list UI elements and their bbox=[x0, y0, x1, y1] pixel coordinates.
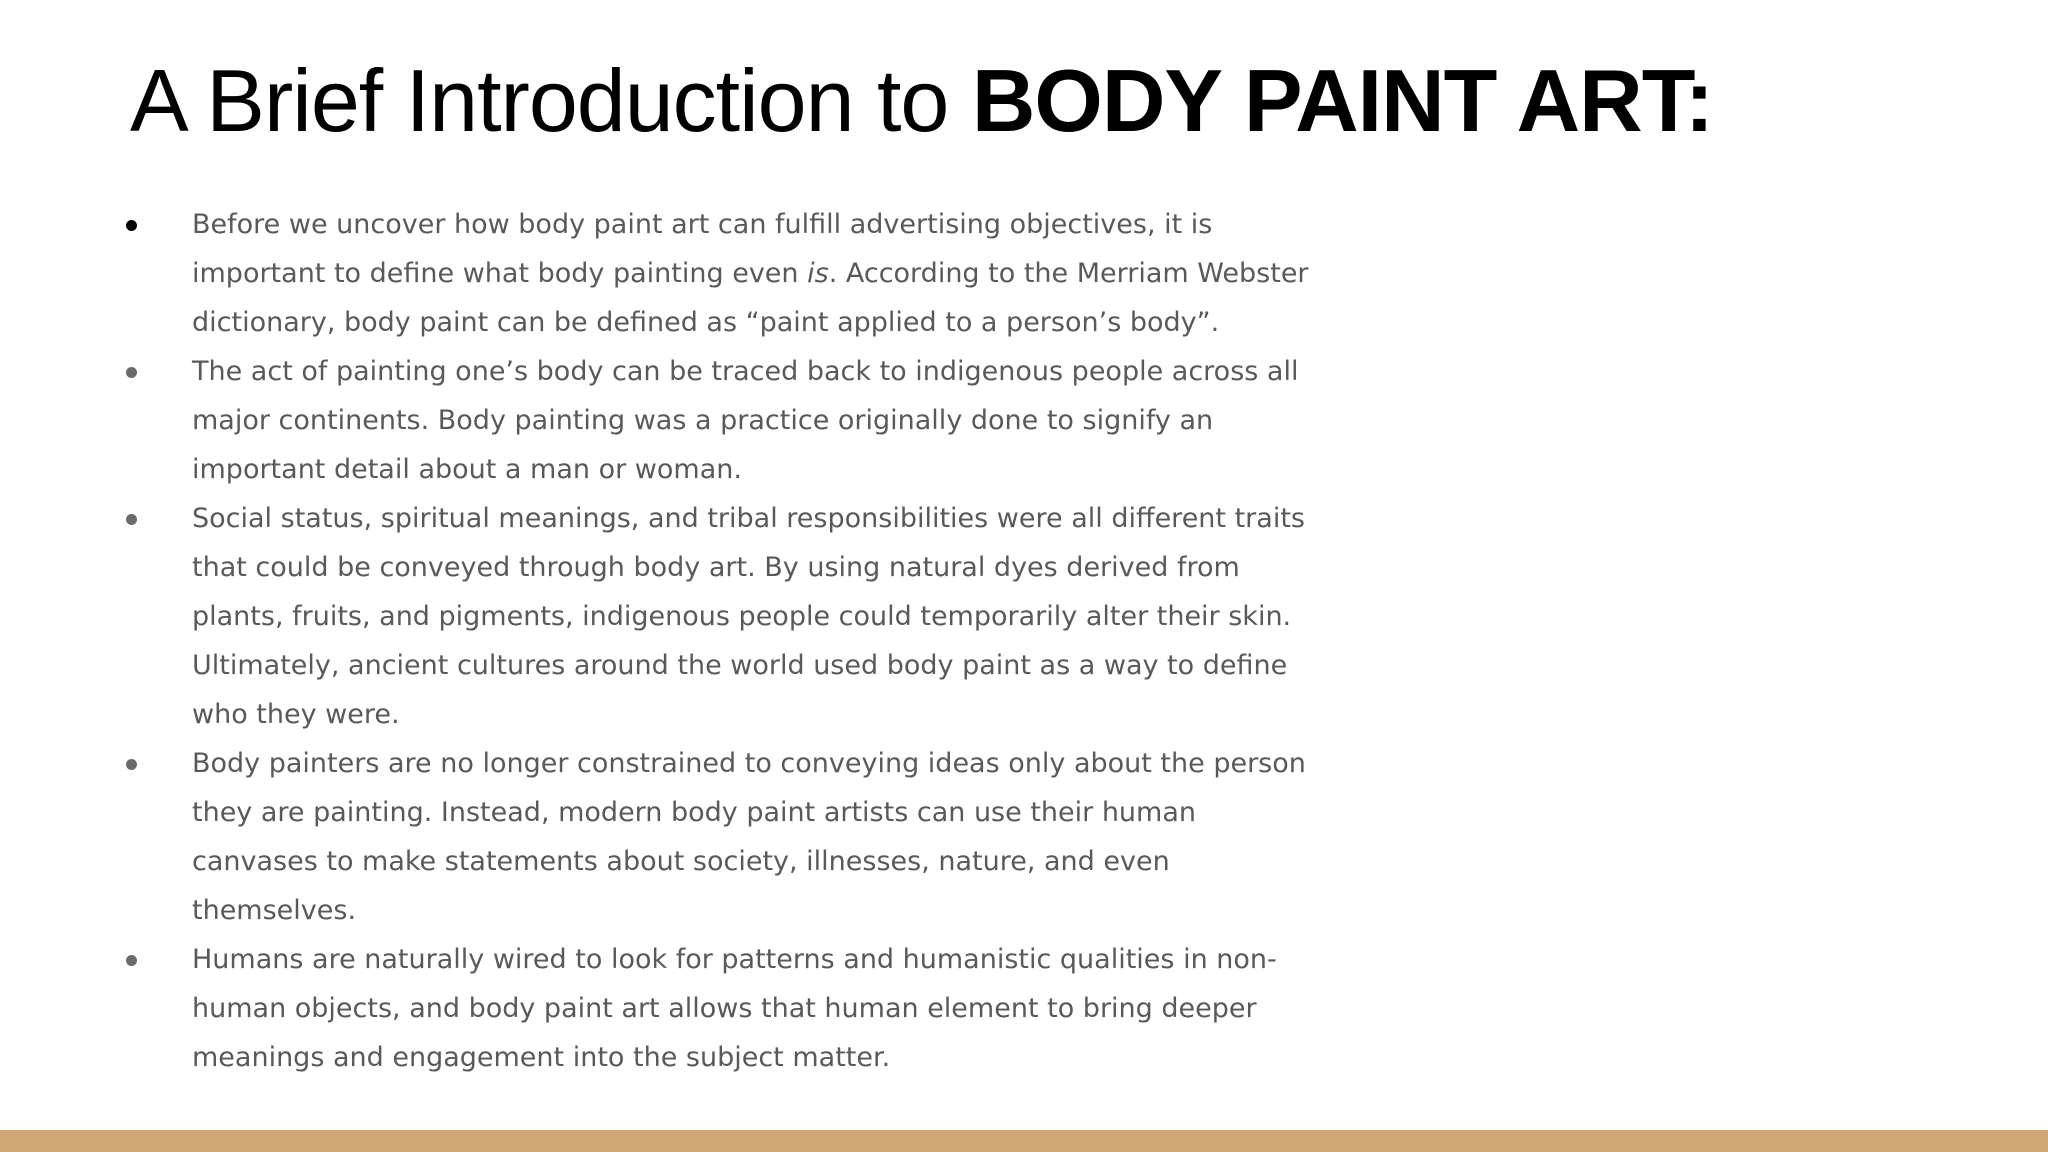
bullet-text-italic: is bbox=[807, 258, 829, 289]
bullet-text-part: . According to the Merriam Webster dictionary, body paint can be defined as “paint applied to a person’s body”. bbox=[192, 258, 1309, 338]
bullet-dot-icon bbox=[126, 955, 137, 966]
bullet-text: The act of painting one’s body can be traced back to indigenous people across all major continents. Body painting was a practice originally done to signify an important detail about a man or woman. bbox=[192, 356, 1299, 485]
bullet-item bbox=[122, 739, 1322, 935]
title-bold: BODY PAINT ART: bbox=[971, 51, 1713, 150]
bullet-dot-icon bbox=[126, 759, 137, 770]
bullet-item bbox=[122, 494, 1322, 739]
bullet-dot-icon bbox=[126, 220, 137, 231]
bullet-item bbox=[122, 935, 1322, 1082]
bullet-text: Body painters are no longer constrained to conveying ideas only about the person they are painting. Instead, modern body paint artists can use their human canvases to make statements about society, illnesses, nature, and even themselves. bbox=[192, 748, 1306, 926]
bullet-list bbox=[122, 200, 1322, 1082]
slide-title bbox=[130, 50, 1713, 151]
bullet-text: Humans are naturally wired to look for patterns and humanistic qualities in non-human objects, and body paint art allows that human element to bring deeper meanings and engagement into the subject matter. bbox=[192, 944, 1277, 1073]
bullet-dot-icon bbox=[126, 514, 137, 525]
bullet-item bbox=[122, 200, 1322, 347]
bullet-item bbox=[122, 347, 1322, 494]
bullet-dot-icon bbox=[126, 367, 137, 378]
bullet-text-part: Before we uncover how body paint art can fulfill advertising objectives, it is important to define what body painting even bbox=[192, 209, 1213, 289]
footer-bar bbox=[0, 1130, 2048, 1152]
title-regular: A Brief Introduction to bbox=[130, 51, 972, 150]
bullet-text: Social status, spiritual meanings, and tribal responsibilities were all different traits that could be conveyed through body art. By using natural dyes derived from plants, fruits, and pigments, indigenous people could temporarily alter their skin. Ultimately, ancient cultures around the world used body paint as a way to define who they were. bbox=[192, 503, 1305, 730]
bullet-text bbox=[192, 209, 1309, 338]
